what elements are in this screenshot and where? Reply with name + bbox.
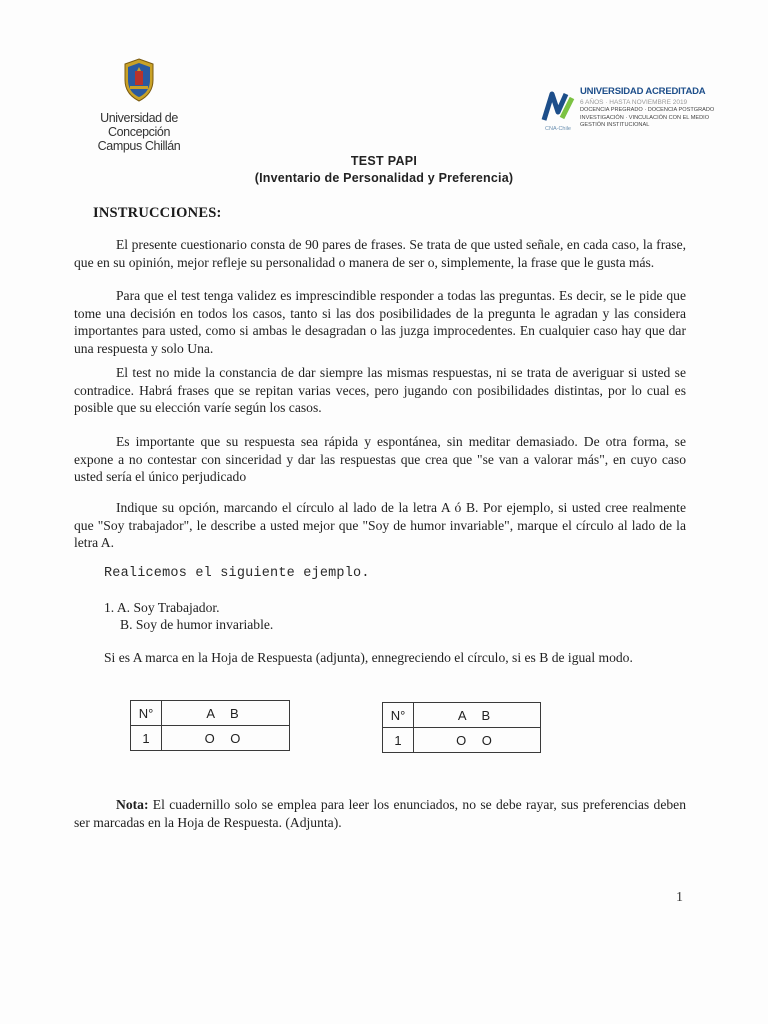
table-header-number: N° — [383, 703, 414, 727]
section-heading: INSTRUCCIONES: — [93, 205, 222, 221]
accreditation-area: INVESTIGACIÓN · VINCULACIÓN CON EL MEDIO — [580, 114, 710, 121]
table-row — [131, 725, 289, 750]
table-header-number: N° — [131, 701, 162, 725]
document-subtitle: (Inventario de Personalidad y Preferencia) — [254, 171, 514, 185]
table-header-options: A B — [206, 705, 245, 721]
paragraph-text: El presente cuestionario consta de 90 pares de frases. Se trata de que usted señale, en cada caso, la frase, que en su opinión, mejor refleje su personalidad o manera de ser o, simplemente, la frase que le gusta más. — [74, 237, 686, 270]
paragraph-text: Para que el test tenga validez es imprescindible responder a todas las preguntas. Es decir, se le pide que tome una decisión en todos los casos, tanto si las dos posibilidades de la pregunta le agradan y las considera importantes para usted, como si ambas le desagradan o las juzga improcedentes. En cualquier caso hay que dar una respuesta y solo Una. — [74, 288, 686, 356]
table-cell-options: O O — [204, 730, 247, 746]
table-row — [131, 701, 289, 725]
university-logo — [84, 58, 194, 153]
accreditation-years: 6 AÑOS · HASTA NOVIEMBRE 2019 — [580, 99, 688, 106]
accreditation-logo-icon — [538, 88, 578, 124]
example-option-a: 1. A. Soy Trabajador. — [104, 600, 220, 615]
document-title: TEST PAPI — [350, 154, 418, 168]
university-shield-icon — [123, 58, 155, 102]
page-number: 1 — [676, 890, 683, 905]
accreditation-agency: CNA-Chile — [545, 126, 571, 132]
accreditation-badge — [538, 84, 715, 144]
instruction-paragraph — [74, 287, 686, 357]
example-instruction: Si es A marca en la Hoja de Respuesta (adjunta), ennegreciendo el círculo, si es B de igual modo. — [104, 650, 633, 665]
example-heading: Realicemos el siguiente ejemplo. — [104, 566, 370, 581]
campus-name: Campus Chillán — [97, 139, 181, 153]
example-option-b: B. Soy de humor invariable. — [120, 617, 274, 632]
table-cell-number: 1 — [383, 728, 414, 752]
accreditation-area: GESTIÓN INSTITUCIONAL — [580, 122, 650, 128]
accreditation-areas — [580, 107, 714, 130]
accreditation-area: DOCENCIA PREGRADO · DOCENCIA POSTGRADO — [580, 107, 715, 113]
note-text: El cuadernillo solo se emplea para leer los enunciados, no se debe rayar, sus preferencias deben ser marcadas en la Hoja de Respuesta. (Adjunta). — [74, 797, 686, 830]
instruction-paragraph — [74, 499, 686, 552]
table-row — [383, 727, 540, 752]
instruction-paragraph — [74, 364, 686, 417]
table-row — [383, 703, 540, 727]
paragraph-text: Indique su opción, marcando el círculo al lado de la letra A ó B. Por ejemplo, si usted cree realmente que "Soy trabajador", le describe a usted mejor que "Soy de humor invariable", marque el círculo al lado de la letra A. — [74, 500, 686, 550]
table-cell-options: O O — [456, 732, 498, 748]
instruction-paragraph — [74, 433, 686, 486]
table-header-options: A B — [457, 707, 497, 723]
table-cell-number: 1 — [131, 726, 162, 750]
note-label: Nota: — [116, 797, 149, 812]
answer-table — [130, 700, 290, 751]
paragraph-text: Es importante que su respuesta sea rápida y espontánea, sin meditar demasiado. De otra forma, se expone a no contestar con sinceridad y dar las respuestas que crea que "se van a valorar más", en cuyo caso usted sería el único perjudicado — [74, 434, 686, 484]
answer-table — [382, 702, 541, 753]
note-paragraph — [74, 796, 686, 832]
accreditation-title: UNIVERSIDAD ACREDITADA — [580, 86, 706, 97]
university-name: Universidad de Concepción — [100, 111, 178, 139]
instruction-paragraph — [74, 236, 686, 271]
paragraph-text: El test no mide la constancia de dar siempre las mismas respuestas, ni se trata de averiguar si usted se contradice. Habrá frases que se repitan varias veces, pero jugando con posibilidades distintas, por lo cual es posible que su elección varíe según los casos. — [74, 365, 686, 415]
